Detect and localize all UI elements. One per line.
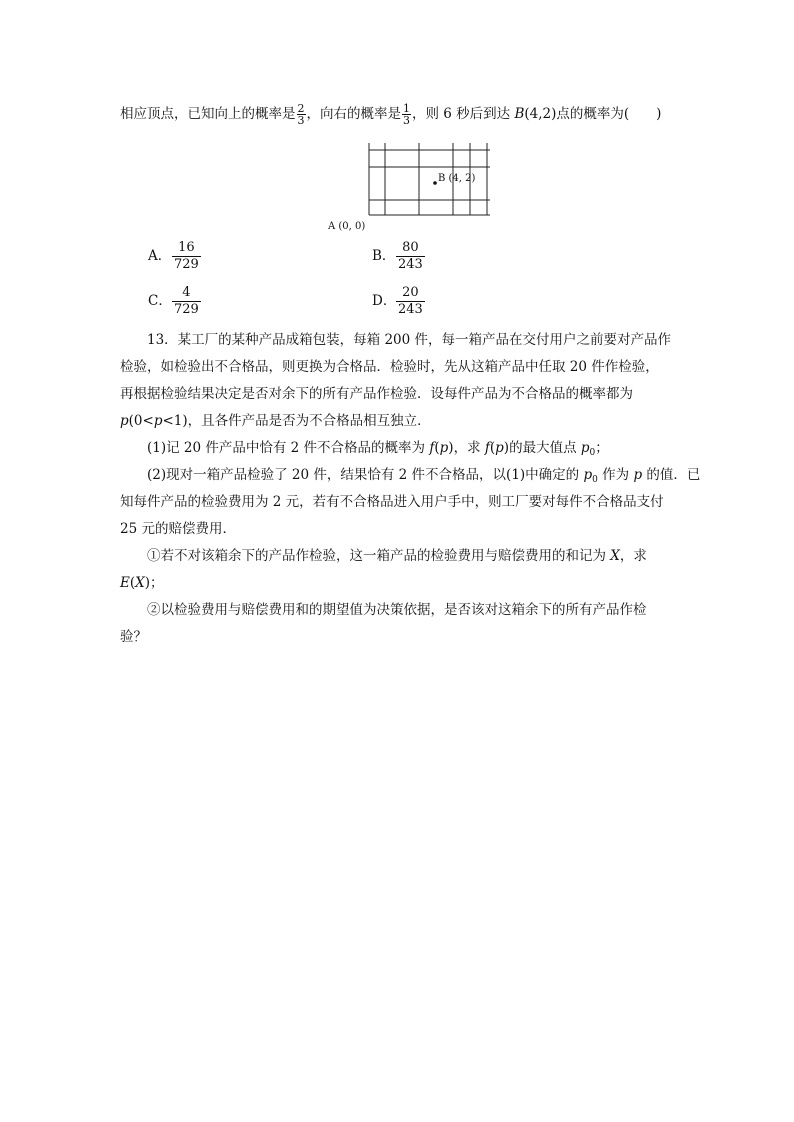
option-c: C． $\frac{4}{729}$ (148, 285, 199, 317)
option-b: B． $\frac{80}{243}$ (372, 240, 423, 272)
point-b-dot (433, 181, 437, 185)
point-b-label: B (4, 2) (438, 173, 476, 184)
stem-text: 点的概率为( ) (556, 106, 662, 122)
stem-text: ，向右的概率是 (306, 106, 401, 122)
option-d-fraction: $\frac{20}{243}$ (398, 285, 423, 317)
option-a: A． $\frac{16}{729}$ (148, 240, 199, 272)
part-2-line-1: (2)现对一箱产品检验了 20 件，结果恰有 2 件不合格品，以(1)中确定的 $p_0$ 作为 p 的值．已 (147, 467, 701, 485)
stem-text: ，则 6 秒后到达 (412, 106, 515, 122)
stem-text: 相应顶点，已知向上的概率是 (120, 106, 296, 122)
problem-12-stem (120, 103, 661, 126)
part-2-line-3: 25 元的赔偿费用． (120, 521, 236, 537)
sub-question-2-line-2: 验？ (120, 629, 147, 645)
problem-13-line-1: 13．某工厂的某种产品成箱包装，每箱 200 件，每一箱产品在交付用户之前要对产品作 (147, 332, 672, 348)
option-b-fraction: $\frac{80}{243}$ (398, 240, 423, 272)
part-2-line-2: 知每件产品的检验费用为 2 元，若有不合格品进入用户手中，则工厂要对每件不合格品支付 (120, 494, 664, 510)
right-probability-fraction: $\frac{1}{3}$ (403, 102, 410, 127)
sub-question-1-line-2: E(X)； (120, 575, 164, 591)
option-a-fraction: $\frac{16}{729}$ (174, 240, 199, 272)
problem-13-line-3: 再根据检验结果决定是否对余下的所有产品作检验．设每件产品为不合格品的概率都为 (120, 386, 633, 402)
up-probability-fraction: $\frac{2}{3}$ (297, 102, 305, 127)
problem-13-line-4: p(0<p<1)，且各件产品是否为不合格品相互独立． (120, 413, 431, 429)
grid-figure (325, 140, 500, 235)
point-letter: B (514, 106, 525, 122)
point-a-label: A (0, 0) (328, 221, 366, 232)
option-c-fraction: $\frac{4}{729}$ (174, 285, 199, 317)
problem-13-line-2: 检验，如检验出不合格品，则更换为合格品．检验时，先从这箱产品中任取 20 件作检验， (120, 359, 659, 375)
sub-question-1-line-1: ①若不对该箱余下的产品作检验，这一箱产品的检验费用与赔偿费用的和记为 X，求 (147, 548, 647, 564)
sub-question-2-line-1: ②以检验费用与赔偿费用和的期望值为决策依据，是否该对这箱余下的所有产品作检 (147, 602, 647, 618)
point-coords: (4,2) (524, 106, 557, 122)
part-1: (1)记 20 件产品中恰有 2 件不合格品的概率为 f(p)，求 f(p)的最大值点 $p_0$； (147, 440, 609, 458)
option-d: D． $\frac{20}{243}$ (372, 285, 423, 317)
